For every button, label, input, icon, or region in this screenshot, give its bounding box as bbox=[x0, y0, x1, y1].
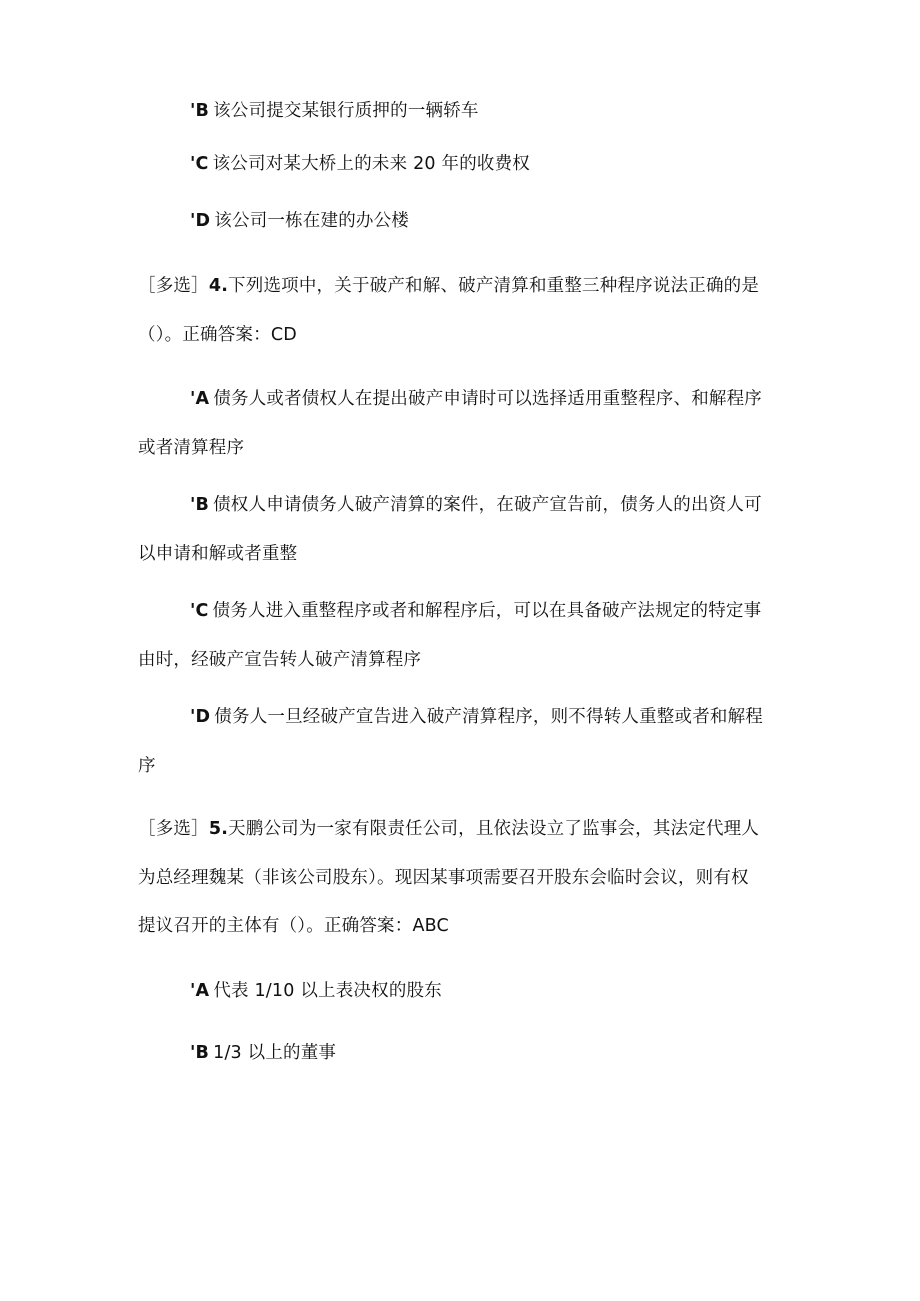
option-marker: 'B bbox=[190, 101, 210, 121]
question-number: 4. bbox=[208, 276, 229, 296]
option-text: 或者清算程序 bbox=[138, 438, 245, 458]
option-text: 债务人或者债权人在提出破产申请时可以选择适用重整程序、和解程序 bbox=[213, 389, 763, 409]
q3-option-b bbox=[190, 100, 479, 122]
option-marker: 'A bbox=[190, 981, 210, 1001]
option-text: 债权人申请债务人破产清算的案件，在破产宣告前，债务人的出资人可 bbox=[213, 495, 762, 515]
q4-option-b-cont bbox=[138, 543, 297, 565]
option-text: 由时，经破产宣告转人破产清算程序 bbox=[138, 650, 422, 670]
option-marker: 'D bbox=[190, 211, 211, 231]
option-marker: 'C bbox=[190, 154, 209, 174]
q4-option-b bbox=[190, 494, 762, 516]
option-text: 以申请和解或者重整 bbox=[138, 544, 298, 564]
question-tag: ［多选］ bbox=[138, 819, 209, 839]
option-marker: 'D bbox=[190, 707, 211, 727]
q4-option-a bbox=[190, 388, 762, 410]
q4-option-a-cont bbox=[138, 437, 244, 459]
q5-stem-line2 bbox=[138, 867, 749, 889]
q4-option-d-cont bbox=[138, 755, 156, 777]
option-text: 债务人进入重整程序或者和解程序后，可以在具备破产法规定的特定事 bbox=[212, 601, 762, 621]
q3-option-c bbox=[190, 153, 530, 175]
q4-option-d bbox=[190, 706, 763, 728]
q3-option-d bbox=[190, 210, 409, 232]
option-marker: 'C bbox=[190, 601, 209, 621]
question-number: 5. bbox=[208, 819, 229, 839]
option-text: 债务人一旦经破产宣告进入破产清算程序，则不得转人重整或者和解程 bbox=[214, 707, 763, 727]
option-text: 1/3 以上的董事 bbox=[213, 1043, 337, 1063]
question-answer: 提议召开的主体有（）。正确答案：ABC bbox=[138, 916, 449, 936]
question-tag: ［多选］ bbox=[138, 276, 209, 296]
q5-stem-line1 bbox=[138, 818, 759, 840]
question-answer: （）。正确答案：CD bbox=[138, 325, 297, 345]
option-text: 该公司一栋在建的办公楼 bbox=[214, 211, 409, 231]
option-text: 该公司提交某银行质押的一辆轿车 bbox=[213, 101, 479, 121]
q5-option-a bbox=[190, 980, 442, 1002]
q5-stem-line3 bbox=[138, 915, 449, 937]
q4-option-c bbox=[190, 600, 761, 622]
q4-stem-line1 bbox=[138, 275, 759, 297]
option-marker: 'A bbox=[190, 389, 210, 409]
q5-option-b bbox=[190, 1042, 336, 1064]
option-text: 序 bbox=[138, 756, 156, 776]
question-text: 为总经理魏某（非该公司股东）。现因某事项需要召开股东会临时会议，则有权 bbox=[138, 868, 749, 888]
option-marker: 'B bbox=[190, 495, 210, 515]
question-text: 下列选项中，关于破产和解、破产清算和重整三种程序说法正确的是 bbox=[228, 276, 760, 296]
q4-option-c-cont bbox=[138, 649, 421, 671]
option-text: 代表 1/10 以上表决权的股东 bbox=[213, 981, 442, 1001]
q4-stem-line2 bbox=[138, 324, 297, 346]
option-marker: 'B bbox=[190, 1043, 210, 1063]
question-text: 天鹏公司为一家有限责任公司，且依法设立了监事会，其法定代理人 bbox=[228, 819, 760, 839]
option-text: 该公司对某大桥上的未来 20 年的收费权 bbox=[212, 154, 531, 174]
